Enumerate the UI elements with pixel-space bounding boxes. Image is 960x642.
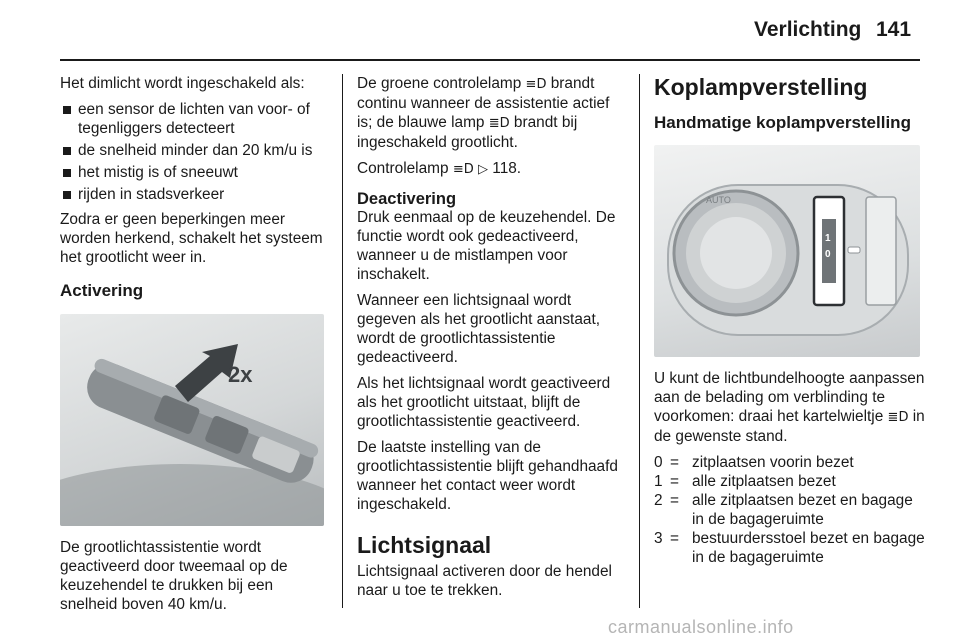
list-item: rijden in stadsverkeer [60,185,328,204]
paragraph: Druk eenmaal op de keuzehendel. De functie wordt ook gedeactiveerd, wanneer u de mistlampen voor inschakelt. [357,209,616,283]
paragraph: Lichtsignaal activeren door de hendel naar u toe te trekken. [357,563,612,599]
high-beam-assist-icon: ≡D [452,162,474,177]
list-item: een sensor de lichten van voor- of tegenliggers detecteert [60,100,328,138]
section-heading-deactivering: Deactivering [357,190,457,208]
watermark: carmanualsonline.info [608,617,794,637]
page-title: Verlichting [754,18,862,41]
column-right [654,74,926,567]
headlamp-range-icon: ≣D [887,410,909,425]
paragraph: De laatste instelling van de grootlichtassistentie blijft gehandhaafd wanneer het contact weer wordt ingeschakeld. [357,439,618,513]
section-heading-activering: Activering [60,281,144,300]
intro-text: Het dimlicht wordt ingeschakeld als: [60,75,305,92]
list-item: het mistig is of sneeuwt [60,163,328,182]
column-divider [639,74,640,608]
table-row: 1 = alle zitplaatsen bezet [654,473,836,490]
page-header [0,0,960,60]
high-beam-assist-icon: ≡D [525,77,547,92]
paragraph: Controlelamp ≡D ▷ 118. [357,160,522,177]
subheading-handmatige: Handmatige koplampverstelling [654,113,911,132]
wheel-position-1: 1 [825,233,831,244]
condition-list [60,100,328,204]
column-divider [342,74,343,608]
headlamp-switch-illustration [654,145,920,357]
load-settings-table [654,453,926,567]
stalk-switch-image [60,314,324,526]
table-row: 0 = zitplaatsen voorin bezet [654,454,854,471]
high-beam-icon: ≣D [488,116,510,131]
paragraph: Wanneer een lichtsignaal wordt gegeven als het grootlicht aanstaat, wordt de grootlichtassistentie gedeactiveerd. [357,292,600,366]
column-left [60,74,328,621]
column-middle [357,74,627,607]
paragraph: De groene controlelamp ≡D brandt continu wanneer de assistentie actief is; de blauwe lamp ≣D brandt bij ingeschakeld grootlicht. [357,75,610,151]
headlamp-switch-image [654,145,920,357]
image-caption: De grootlichtassistentie wordt geactiveerd door tweemaal op de keuzehendel te drukken bij een snelheid boven 40 km/u. [60,539,288,613]
press-count-label: 2x [228,362,253,387]
auto-label: AUTO [706,195,731,205]
list-item: de snelheid minder dan 20 km/u is [60,141,328,160]
header-divider [60,59,920,61]
page-reference-arrow-icon: ▷ [478,162,488,177]
paragraph: Als het lichtsignaal wordt geactiveerd als het grootlicht uitstaat, blijft de grootlichtassistentie geactiveerd. [357,375,611,430]
section-heading-koplampverstelling: Koplampverstelling [654,74,868,100]
section-heading-lichtsignaal: Lichtsignaal [357,532,492,558]
wheel-position-0: 0 [825,249,831,260]
paragraph: U kunt de lichtbundelhoogte aanpassen aan de belading om verblinding te voorkomen: draai het kartelwieltje ≣D in de gewenste stand. [654,370,925,445]
page-number: 141 [876,18,912,41]
table-row: 2 = alle zitplaatsen bezet en bagage in de bagageruimte [654,492,913,528]
stalk-illustration [60,314,324,526]
paragraph: Zodra er geen beperkingen meer worden herkend, schakelt het systeem het grootlicht weer in. [60,211,323,266]
table-row: 3 = bestuurdersstoel bezet en bagage in de bagageruimte [654,530,925,566]
